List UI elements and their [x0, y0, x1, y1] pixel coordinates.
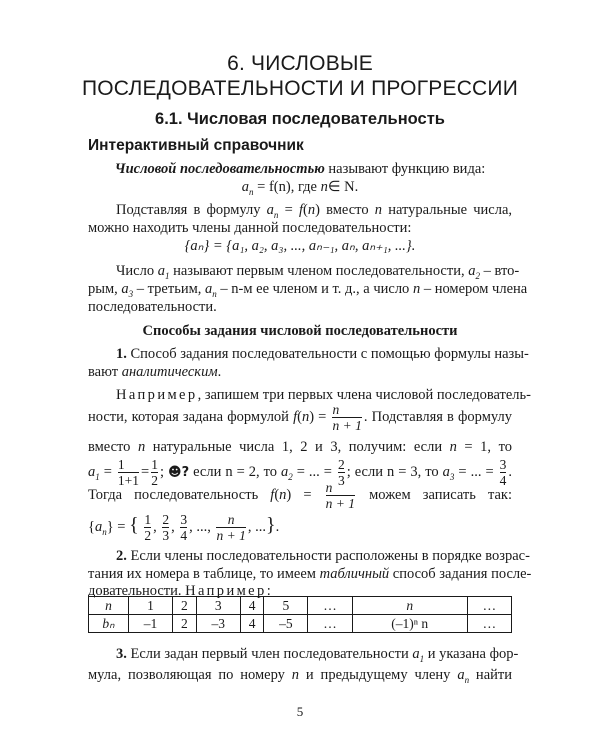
table-cell: –3 [196, 615, 240, 633]
table-cell: … [308, 615, 352, 633]
table-row [89, 597, 512, 615]
example1-line-4: $a_1$ = $\frac{1}{1+1}$ = $\frac{1}{2}$ ; ☻? если n = 2, то $a_2$ = ... = $\frac{2}{3}$ ; если n = 3, то $a_3$ = ... = $\frac{3}{4}$ . [88, 457, 513, 489]
table-cell: 2 [173, 615, 197, 633]
table-cell: 1 [128, 597, 172, 615]
sequence-table [88, 596, 512, 633]
method2-line-2: тания их номера в таблице, то имеем табличный способ задания после- [88, 566, 532, 582]
example1-line-1: Например, запишем три первых члена числовой последователь- [116, 387, 531, 403]
definition-line [88, 160, 512, 178]
definition-rest: называют функцию вида: [324, 161, 486, 177]
table-cell: 4 [240, 597, 264, 615]
chapter-title-line2: ПОСЛЕДОВАТЕЛЬНОСТИ И ПРОГРЕССИИ [81, 77, 519, 100]
method2-line-3: довательности. Например: [88, 583, 271, 599]
definition-formula: $a_n = f(n)$, где n∈ N. [241, 179, 359, 197]
section-title: 6.1. Числовая последовательность [155, 110, 445, 128]
reference-heading: Интерактивный справочник [88, 137, 304, 154]
method1-line-2: вают аналитическим. [88, 364, 222, 380]
table-cell: … [467, 597, 511, 615]
table-cell: 4 [240, 615, 264, 633]
method3-line-1: 3. Если задан первый член последовательности $a_1$ и указана фор- [116, 646, 519, 664]
table-cell: 2 [173, 597, 197, 615]
methods-heading: Способы задания числовой последовательности [142, 323, 458, 339]
thinking-face-icon: ☻? [168, 465, 190, 480]
subst-line-2: можно находить члены данной последовательности: [88, 220, 412, 236]
sequence-example: $\{a_n\}$ = { $\frac{1}{2}$ , $\frac{2}{3}$ , $\frac{3}{4}$ , ..., $\frac{n}{n + 1}$ , ...}. [88, 512, 280, 544]
method1-line-1: 1. Способ задания последовательности с помощью формулы назы- [116, 346, 529, 362]
table-cell: 3 [196, 597, 240, 615]
example1-line-3: вместо n натуральные числа 1, 2 и 3, получим: если n = 1, то [88, 439, 512, 455]
names-line-3: последовательности. [88, 299, 217, 315]
table-row [89, 615, 512, 633]
table-cell: (–1)ⁿ n [352, 615, 467, 633]
table-cell: –5 [264, 615, 308, 633]
method2-line-1: 2. Если члены последовательности расположены в порядке возрас- [116, 548, 530, 564]
then-line: Тогда последовательность f(n) = $\frac{n}{n + 1}$ можем записать так: [88, 480, 513, 512]
formula-fraction: $\frac{n}{n + 1}$ [332, 402, 362, 434]
names-line-1: Число $a_1$ называют первым членом последовательности, $a_2 - вто-$ [116, 263, 520, 281]
table-cell: … [308, 597, 352, 615]
chapter-title-line1: 6. ЧИСЛОВЫЕ [227, 52, 373, 75]
table-cell: 5 [264, 597, 308, 615]
example1-line-2: ности, которая задана формулой f(n) = $\frac{n}{n + 1}$ . Подставляя в формулу [88, 402, 512, 434]
definition-term: Числовой последовательностью [114, 161, 325, 177]
table-cell: bₙ [89, 615, 129, 633]
table-cell: n [89, 597, 129, 615]
table-cell: n [352, 597, 467, 615]
table-cell: –1 [128, 615, 172, 633]
table-cell: … [467, 615, 511, 633]
names-line-2: рым, $a_3$ – третьим, $a_n - n-м$ ее членом и т. д., а число n – номером члена [88, 281, 528, 299]
subst-line-1: Подставляя в формулу $a_n = f(n)$ вместо n натуральные числа, [116, 202, 513, 220]
method3-line-2: мула, позволяющая по номеру n и предыдущему члену $a_n$ найти [88, 667, 512, 685]
sequence-formula: {aₙ} = {a₁, a₂, a₃, ..., aₙ₋₁, aₙ, aₙ₊₁, ...}. [184, 238, 416, 254]
page-number: 5 [296, 704, 304, 719]
